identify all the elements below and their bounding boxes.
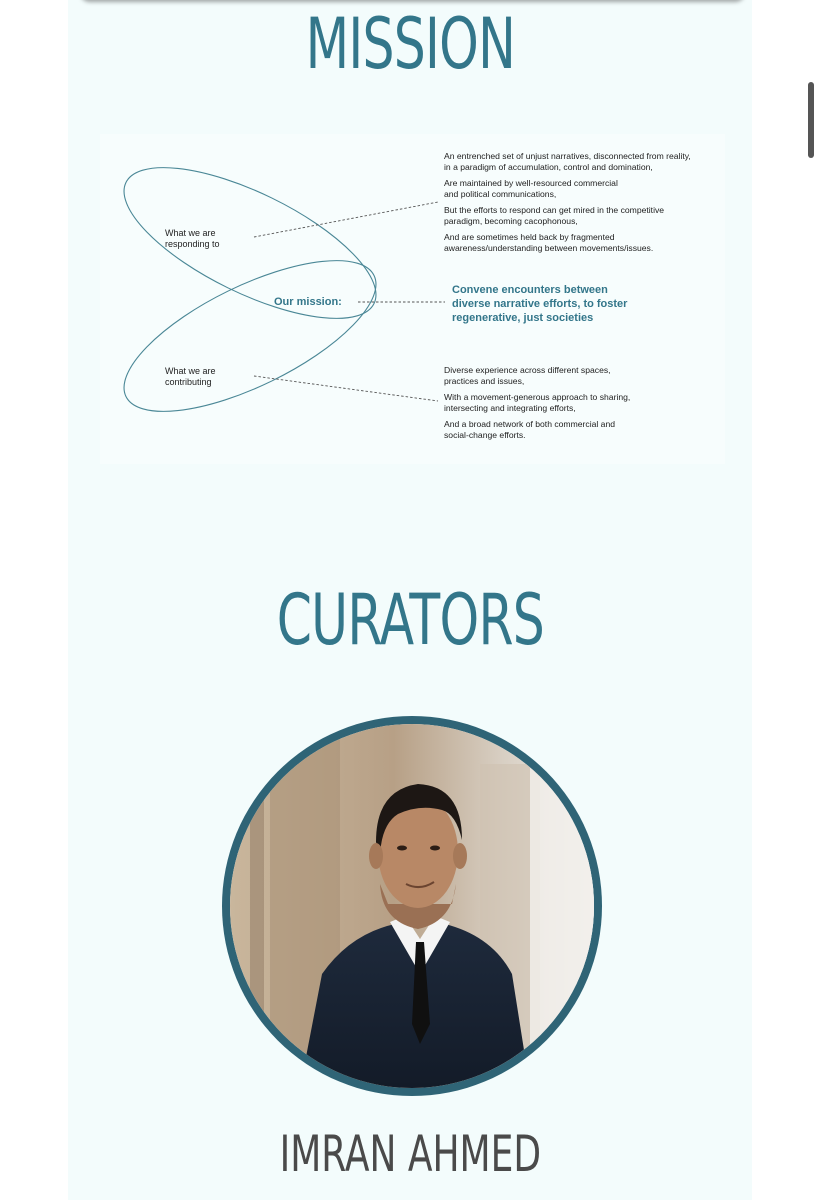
mission-title: MISSION [305,3,516,85]
contributing-point: With a movement-generous approach to sharing, intersecting and integrating efforts, [444,392,631,413]
contributing-label: What we are contributing [165,366,216,387]
contributing-point: And a broad network of both commercial and social-change efforts. [444,419,616,440]
contributing-connector [254,376,438,401]
curator-portrait-frame [222,716,602,1096]
curator-photo [230,724,594,1088]
contributing-ellipse [104,231,396,442]
contributing-points [444,365,714,446]
curators-title: CURATORS [276,579,545,661]
contributing-point: Diverse experience across different spaces, practices and issues, [444,365,611,386]
responding-connector [254,202,438,237]
curator-name: IMRAN AHMED [279,1125,542,1183]
responding-ellipse [104,138,396,349]
responding-point: An entrenched set of unjust narratives, disconnected from reality, in a paradigm of accumulation, control and domination, [444,151,691,172]
responding-points [444,151,714,259]
responding-label: What we are responding to [165,228,220,249]
responding-point: And are sometimes held back by fragmented awareness/understanding between movements/issues. [444,232,654,253]
mission-label: Our mission: [274,296,342,308]
scrollbar-thumb[interactable] [808,82,814,158]
curator-photo-illustration [230,724,594,1088]
responding-point: But the efforts to respond can get mired in the competitive paradigm, becoming cacophonous, [444,205,665,226]
mission-statement: Convene encounters between diverse narrative efforts, to foster regenerative, just societies [452,284,628,324]
responding-point: Are maintained by well-resourced commercial and political communications, [444,178,618,199]
mission-diagram [100,134,725,464]
